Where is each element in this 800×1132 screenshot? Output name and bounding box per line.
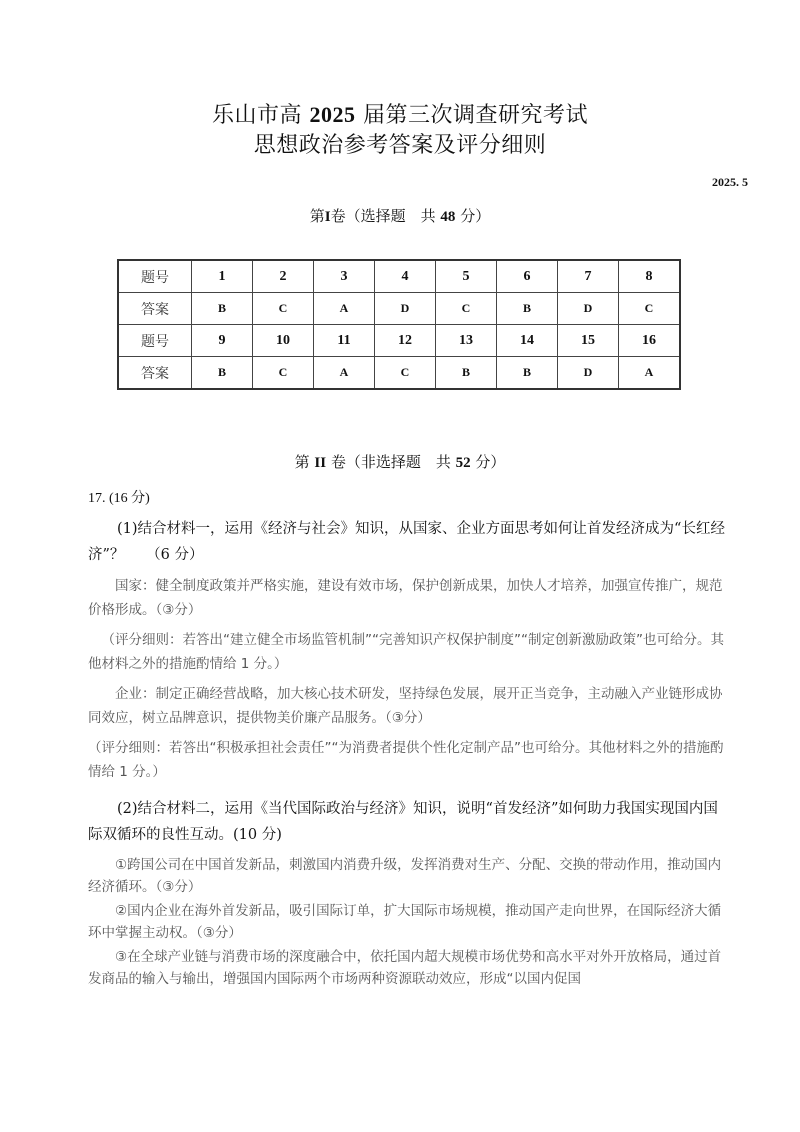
answer-cell: C: [253, 293, 314, 325]
question-number-cell: 15: [558, 325, 619, 357]
scoring-note-state: （评分细则：若答出“建立健全市场监管机制”“完善知识产权保护制度”“制定创新激励政策”也可给分。其他材料之外的措施酌情给 1 分。）: [88, 632, 724, 672]
part1-heading: [0, 206, 800, 227]
part1-heading-roman: I: [324, 209, 331, 225]
answer-row: [118, 293, 680, 325]
part1-heading-prefix: 第: [309, 207, 325, 225]
question-number-cell: 6: [497, 260, 558, 293]
answer-cell: B: [192, 293, 253, 325]
part2-heading-roman: II: [314, 455, 327, 471]
part2-heading-suffix: 分）: [475, 453, 506, 471]
question-number-cell: 1: [192, 260, 253, 293]
answer-row: [118, 357, 680, 390]
answer-enterprise: 企业：制定正确经营战略，加大核心技术研发，坚持绿色发展，展开正当竞争，主动融入产业链形成协同效应，树立品牌意识，提供物美价廉产品服务。（③分）: [88, 686, 723, 726]
answer-cell: A: [314, 357, 375, 390]
answer-cell: C: [253, 357, 314, 390]
question-number-cell: 4: [375, 260, 436, 293]
question-number-cell: 14: [497, 325, 558, 357]
row-label: 答案: [118, 293, 192, 325]
document-date: 2025. 5: [712, 175, 748, 189]
answer-point-1: ①跨国公司在中国首发新品，刺激国内消费升级，发挥消费对生产、分配、交换的带动作用，推动国内经济循环。（③分）: [88, 857, 722, 895]
title-suffix: 届第三次调查研究考试: [363, 103, 589, 128]
answer-cell: D: [558, 357, 619, 390]
answer-cell: B: [497, 357, 558, 390]
question-number-cell: 5: [436, 260, 497, 293]
question-number-row: [118, 325, 680, 357]
answer-point-2: ②国内企业在海外首发新品，吸引国际订单，扩大国际市场规模，推动国产走向世界，在国际经济大循环中掌握主动权。（③分）: [88, 903, 722, 941]
part2-heading-points: 52: [455, 455, 471, 471]
answer-point-3: ③在全球产业链与消费市场的深度融合中，依托国内超大规模市场优势和高水平对外开放格局，通过首发商品的输入与输出，增强国内国际两个市场两种资源联动效应，形成“以国内促国: [88, 949, 722, 987]
question-number-cell: 11: [314, 325, 375, 357]
question-17-section: [88, 488, 728, 992]
title-prefix: 乐山市高: [211, 103, 302, 128]
question-number-cell: 10: [253, 325, 314, 357]
answer-cell: A: [619, 357, 681, 390]
row-label: 答案: [118, 357, 192, 390]
question-17-1: (1)结合材料一，运用《经济与社会》知识，从国家、企业方面思考如何让首发经济成为“长红经济”？ （6 分）: [88, 521, 725, 563]
title-year: 2025: [309, 102, 356, 127]
question-number-cell: 8: [619, 260, 681, 293]
question-number-cell: 9: [192, 325, 253, 357]
question-number-cell: 12: [375, 325, 436, 357]
part1-heading-points: 48: [440, 209, 456, 225]
answer-state: 国家：健全制度政策并严格实施，建设有效市场，保护创新成果，加快人才培养，加强宣传推广，规范价格形成。（③分）: [88, 578, 723, 618]
answer-cell: C: [436, 293, 497, 325]
part1-heading-mid: 卷（选择题 共: [330, 207, 436, 225]
part2-heading-prefix: 第: [294, 453, 310, 471]
part2-heading-mid: 卷（非选择题 共: [330, 453, 451, 471]
answer-cell: A: [314, 293, 375, 325]
answer-cell: B: [497, 293, 558, 325]
answer-cell: B: [192, 357, 253, 390]
question-number-cell: 16: [619, 325, 681, 357]
answer-cell: C: [619, 293, 681, 325]
answer-cell: B: [436, 357, 497, 390]
answer-cell: C: [375, 357, 436, 390]
question-number-cell: 13: [436, 325, 497, 357]
document-title: [0, 100, 800, 131]
answer-table: [117, 259, 681, 390]
part1-heading-suffix: 分）: [460, 207, 491, 225]
row-label: 题号: [118, 260, 192, 293]
question-17-header: 17. (16 分): [88, 491, 150, 506]
answer-cell: D: [375, 293, 436, 325]
row-label: 题号: [118, 325, 192, 357]
question-number-cell: 3: [314, 260, 375, 293]
scoring-note-enterprise: （评分细则：若答出“积极承担社会责任”“为消费者提供个性化定制产品”也可给分。其他材料之外的措施酌情给 1 分。）: [88, 740, 724, 780]
answer-cell: D: [558, 293, 619, 325]
document-subtitle: 思想政治参考答案及评分细则: [253, 133, 547, 158]
question-17-2: (2)结合材料二，运用《当代国际政治与经济》知识，说明“首发经济”如何助力我国实现国内国际双循环的良性互动。(10 分): [88, 801, 718, 843]
question-number-cell: 7: [558, 260, 619, 293]
question-number-cell: 2: [253, 260, 314, 293]
question-number-row: [118, 260, 680, 293]
part2-heading: [0, 452, 800, 473]
